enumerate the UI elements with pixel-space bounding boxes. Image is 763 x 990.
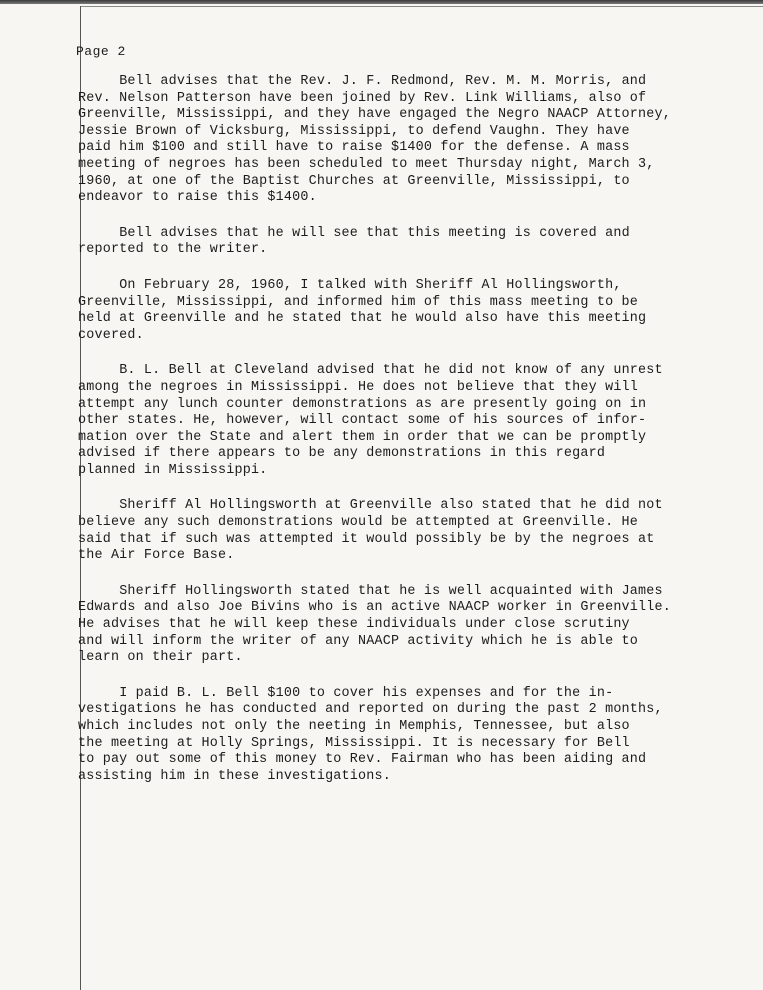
paragraph-3: On February 28, 1960, I talked with Sheriff Al Hollingsworth, Greenville, Mississippi, and informed him of this mass meeting to be held at Greenville and he stated that he would also have this meeting covered. [78,277,647,343]
paragraph-7: I paid B. L. Bell $100 to cover his expenses and for the in- vestigations he has conducted and reported on during the past 2 months, which includes not only the neeting in Memphis, Tennessee, but also the meeting at Holly Springs, Mississippi. It is necessary for Bell to pay out some of this money to Rev. Fairman who has been aiding and assisting him in these investigations. [78,685,663,784]
paragraph-6: Sheriff Hollingsworth stated that he is well acquainted with James Edwards and also Joe Bivins who is an active NAACP worker in Greenville. He advises that he will keep these individuals under close scrutiny and will inform the writer of any NAACP activity which he is able to learn on their part. [78,583,671,666]
page-number-label: Page 2 [76,44,126,59]
top-edge-rule [0,0,763,4]
paragraph-5: Sheriff Al Hollingsworth at Greenville also stated that he did not believe any such demonstrations would be attempted at Greenville. He said that if such was attempted it would possibly be by the negroes at the Air Force Base. [78,498,663,564]
document-body [78,74,738,804]
paragraph-4: B. L. Bell at Cleveland advised that he did not know of any unrest among the negroes in Mississippi. He does not believe that they will attempt any lunch counter demonstrations as are presently going on in other states. He, however, will contact some of his sources of infor- mation over the State and alert them in order that we can be promptly advised if there appears to be any demonstrations in this regard planned in Mississippi. [78,363,663,478]
paragraph-2: Bell advises that he will see that this meeting is covered and reported to the writer. [78,225,630,258]
paragraph-1: Bell advises that the Rev. J. F. Redmond, Rev. M. M. Morris, and Rev. Nelson Patterson have been joined by Rev. Link Williams, also of Greenville, Mississippi, and they have engaged the Negro NAACP Attorney, Jessie Brown of Vicksburg, Mississippi, to defend Vaughn. They have paid him $100 and still have to raise $1400 for the defense. A mass meeting of negroes has been scheduled to meet Thursday night, March 3, 1960, at one of the Baptist Churches at Greenville, Mississippi, to endeavor to raise this $1400. [78,74,671,206]
top-thin-rule [80,6,763,7]
